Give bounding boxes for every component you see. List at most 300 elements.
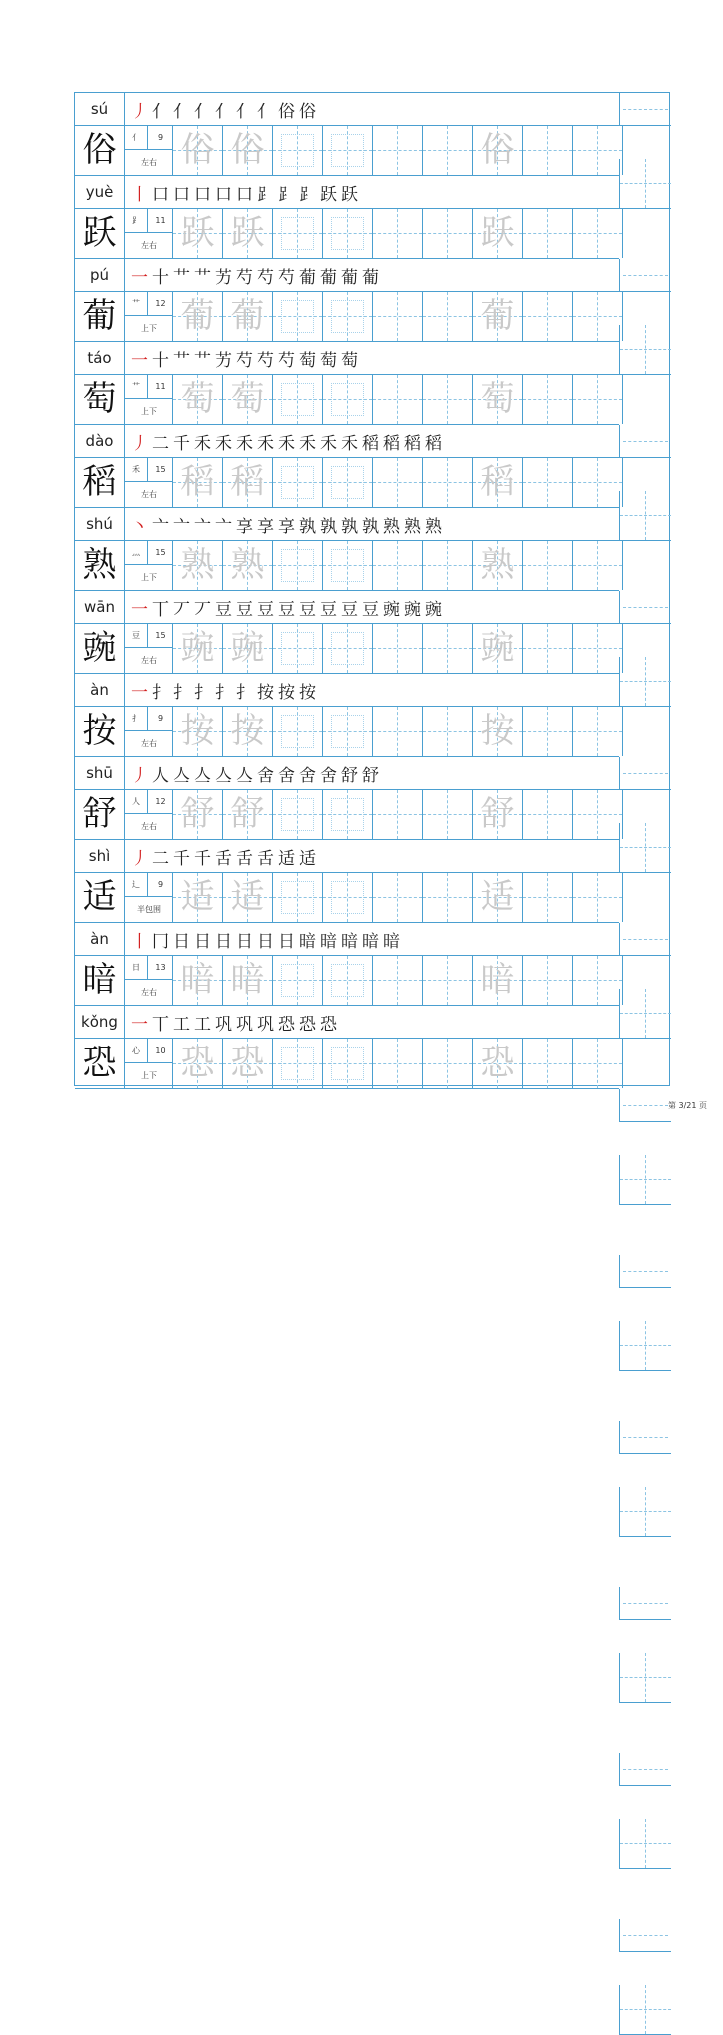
practice-cell[interactable] bbox=[273, 1039, 323, 1088]
radical: 人 bbox=[125, 790, 148, 814]
radical: 艹 bbox=[125, 375, 148, 399]
stroke-step: 芍 bbox=[257, 350, 274, 371]
practice-cell[interactable] bbox=[223, 292, 273, 341]
model-character: 按 bbox=[75, 707, 125, 756]
stroke-step: 口 bbox=[215, 184, 232, 205]
stroke-step: 丿 bbox=[131, 101, 148, 122]
practice-cell[interactable] bbox=[423, 873, 473, 922]
structure: 上下 bbox=[141, 324, 157, 333]
stroke-step: 豌 bbox=[383, 599, 400, 620]
stroke-order-row bbox=[75, 425, 619, 458]
stroke-step: 恐 bbox=[278, 1014, 295, 1035]
stroke-count: 15 bbox=[148, 541, 173, 565]
practice-cell[interactable] bbox=[523, 292, 573, 341]
practice-cell[interactable] bbox=[273, 375, 323, 424]
stroke-step: 葡 bbox=[299, 267, 316, 288]
practice-cell[interactable] bbox=[223, 1039, 273, 1088]
trace-character: 恐 bbox=[180, 1043, 215, 1083]
practice-cell[interactable] bbox=[173, 873, 223, 922]
stroke-step: 扌 bbox=[152, 682, 169, 703]
trace-character: 暗 bbox=[180, 960, 215, 1000]
stroke-step: 日 bbox=[215, 931, 232, 952]
practice-cell[interactable] bbox=[573, 126, 623, 175]
practice-cell[interactable] bbox=[323, 375, 373, 424]
practice-cell[interactable] bbox=[173, 790, 223, 839]
trace-character: 葡 bbox=[480, 296, 515, 336]
stroke-step: 按 bbox=[278, 682, 295, 703]
practice-cell[interactable] bbox=[573, 458, 623, 507]
stroke-step: 口 bbox=[173, 184, 190, 205]
model-character: 稻 bbox=[75, 458, 125, 507]
stroke-step: 一 bbox=[131, 350, 148, 371]
stroke-step: 享 bbox=[278, 516, 295, 537]
side-practice-box bbox=[619, 1985, 671, 2035]
stroke-step: 艹 bbox=[194, 267, 211, 288]
practice-cell[interactable] bbox=[473, 1039, 523, 1088]
stroke-step: 亠 bbox=[173, 516, 190, 537]
practice-cell[interactable] bbox=[173, 707, 223, 756]
stroke-step: 豆 bbox=[215, 599, 232, 620]
practice-cell[interactable] bbox=[173, 292, 223, 341]
stroke-step: 稻 bbox=[425, 433, 442, 454]
practice-cell[interactable] bbox=[473, 209, 523, 258]
character-info bbox=[125, 624, 173, 673]
radical: 禾 bbox=[125, 458, 148, 482]
practice-cell[interactable] bbox=[173, 956, 223, 1005]
stroke-step: 丆 bbox=[173, 599, 190, 620]
model-character: 豌 bbox=[75, 624, 125, 673]
character-info bbox=[125, 707, 173, 756]
practice-cell[interactable] bbox=[373, 375, 423, 424]
stroke-step: 葡 bbox=[320, 267, 337, 288]
model-character: 恐 bbox=[75, 1039, 125, 1088]
stroke-order-row bbox=[75, 1006, 619, 1039]
structure: 左右 bbox=[141, 988, 157, 997]
side-practice-box bbox=[619, 1321, 671, 1371]
stroke-step: 萄 bbox=[299, 350, 316, 371]
practice-cell[interactable] bbox=[423, 790, 473, 839]
side-practice-box bbox=[619, 1155, 671, 1205]
stroke-step: 十 bbox=[152, 350, 169, 371]
practice-cell[interactable] bbox=[223, 707, 273, 756]
character-row bbox=[75, 541, 619, 591]
practice-cell[interactable] bbox=[223, 873, 273, 922]
practice-cell[interactable] bbox=[523, 956, 573, 1005]
radical: 豆 bbox=[125, 624, 148, 648]
stroke-step: 丨 bbox=[131, 184, 148, 205]
practice-cell[interactable] bbox=[573, 209, 623, 258]
stroke-step: 巩 bbox=[215, 1014, 232, 1035]
practice-cell[interactable] bbox=[173, 1039, 223, 1088]
stroke-step: 舍 bbox=[299, 765, 316, 786]
stroke-step: 丿 bbox=[131, 848, 148, 869]
model-character: 熟 bbox=[75, 541, 125, 590]
trace-character: 按 bbox=[180, 711, 215, 751]
stroke-step: 孰 bbox=[320, 516, 337, 537]
practice-cell[interactable] bbox=[323, 624, 373, 673]
stroke-sequence bbox=[131, 591, 446, 623]
practice-cell[interactable] bbox=[223, 541, 273, 590]
stroke-step: 萄 bbox=[341, 350, 358, 371]
practice-cell[interactable] bbox=[323, 707, 373, 756]
practice-cell[interactable] bbox=[373, 126, 423, 175]
trace-character: 按 bbox=[230, 711, 265, 751]
stroke-step: 冂 bbox=[152, 931, 169, 952]
practice-cell[interactable] bbox=[323, 126, 373, 175]
practice-cell[interactable] bbox=[173, 126, 223, 175]
practice-sheet bbox=[74, 92, 670, 1086]
stroke-step: 亻 bbox=[257, 101, 274, 122]
stroke-sequence bbox=[131, 674, 320, 706]
stroke-count: 10 bbox=[148, 1039, 173, 1063]
practice-cell[interactable] bbox=[373, 458, 423, 507]
stroke-sequence bbox=[131, 93, 320, 125]
stroke-step: ⻊ bbox=[257, 184, 274, 205]
stroke-step: 扌 bbox=[236, 682, 253, 703]
stroke-step: 舍 bbox=[257, 765, 274, 786]
practice-cell[interactable] bbox=[273, 292, 323, 341]
practice-cell[interactable] bbox=[423, 541, 473, 590]
radical: 扌 bbox=[125, 707, 148, 731]
practice-cell[interactable] bbox=[273, 624, 323, 673]
practice-cell[interactable] bbox=[173, 209, 223, 258]
practice-cell[interactable] bbox=[323, 956, 373, 1005]
practice-cell[interactable] bbox=[373, 1039, 423, 1088]
stroke-step: 工 bbox=[173, 1014, 190, 1035]
practice-cell[interactable] bbox=[323, 458, 373, 507]
practice-cell[interactable] bbox=[323, 209, 373, 258]
side-practice-box bbox=[619, 823, 671, 873]
trace-character: 葡 bbox=[180, 296, 215, 336]
side-practice-box bbox=[619, 1919, 671, 1952]
side-practice-box bbox=[619, 1587, 671, 1620]
practice-cell[interactable] bbox=[423, 624, 473, 673]
trace-character: 舒 bbox=[230, 794, 265, 834]
stroke-step: 舒 bbox=[341, 765, 358, 786]
stroke-step: 口 bbox=[152, 184, 169, 205]
stroke-step: 孰 bbox=[362, 516, 379, 537]
stroke-order-row bbox=[75, 508, 619, 541]
practice-cell[interactable] bbox=[423, 707, 473, 756]
trace-character: 豌 bbox=[230, 628, 265, 668]
practice-cell[interactable] bbox=[523, 375, 573, 424]
stroke-step: ⻊ bbox=[299, 184, 316, 205]
trace-character: 俗 bbox=[480, 130, 515, 170]
stroke-step: 舌 bbox=[257, 848, 274, 869]
practice-cell[interactable] bbox=[523, 624, 573, 673]
practice-cell[interactable] bbox=[423, 126, 473, 175]
practice-cell[interactable] bbox=[373, 292, 423, 341]
stroke-step: 跃 bbox=[320, 184, 337, 205]
practice-cell[interactable] bbox=[173, 458, 223, 507]
practice-cell[interactable] bbox=[373, 707, 423, 756]
side-practice-box bbox=[619, 159, 671, 209]
character-info bbox=[125, 790, 173, 839]
practice-cell[interactable] bbox=[473, 126, 523, 175]
practice-cell[interactable] bbox=[373, 873, 423, 922]
practice-cell[interactable] bbox=[523, 458, 573, 507]
trace-character: 稻 bbox=[180, 462, 215, 502]
structure: 左右 bbox=[141, 241, 157, 250]
trace-character: 舒 bbox=[480, 794, 515, 834]
trace-character: 舒 bbox=[180, 794, 215, 834]
trace-character: 熟 bbox=[180, 545, 215, 585]
practice-cell[interactable] bbox=[373, 790, 423, 839]
trace-character: 恐 bbox=[230, 1043, 265, 1083]
side-practice-box bbox=[619, 1487, 671, 1537]
practice-cell[interactable] bbox=[573, 956, 623, 1005]
stroke-step: 孰 bbox=[299, 516, 316, 537]
side-practice-box bbox=[619, 93, 671, 126]
structure: 上下 bbox=[141, 1071, 157, 1080]
practice-cell[interactable] bbox=[423, 209, 473, 258]
pinyin-label: táo bbox=[75, 342, 125, 374]
radical: 辶 bbox=[125, 873, 148, 897]
stroke-step: 二 bbox=[152, 433, 169, 454]
practice-cell[interactable] bbox=[473, 375, 523, 424]
practice-cell[interactable] bbox=[173, 541, 223, 590]
practice-cell[interactable] bbox=[523, 541, 573, 590]
side-practice-box bbox=[619, 989, 671, 1039]
practice-cell[interactable] bbox=[373, 624, 423, 673]
stroke-step: 熟 bbox=[425, 516, 442, 537]
stroke-sequence bbox=[131, 259, 383, 291]
stroke-step: 禾 bbox=[236, 433, 253, 454]
character-row bbox=[75, 209, 619, 259]
stroke-step: 一 bbox=[131, 599, 148, 620]
practice-cell[interactable] bbox=[223, 790, 273, 839]
practice-cell[interactable] bbox=[523, 790, 573, 839]
practice-cell[interactable] bbox=[223, 624, 273, 673]
stroke-step: 日 bbox=[236, 931, 253, 952]
practice-cell[interactable] bbox=[173, 624, 223, 673]
practice-cell[interactable] bbox=[473, 624, 523, 673]
side-practice-box bbox=[619, 325, 671, 375]
practice-cell[interactable] bbox=[473, 873, 523, 922]
trace-character: 跃 bbox=[180, 213, 215, 253]
pinyin-label: dào bbox=[75, 425, 125, 457]
stroke-count: 12 bbox=[148, 790, 173, 814]
practice-cell[interactable] bbox=[223, 126, 273, 175]
stroke-step: 舍 bbox=[278, 765, 295, 786]
practice-cell[interactable] bbox=[523, 1039, 573, 1088]
practice-cell[interactable] bbox=[273, 873, 323, 922]
stroke-step: 一 bbox=[131, 682, 148, 703]
practice-cell[interactable] bbox=[573, 624, 623, 673]
stroke-step: 丆 bbox=[194, 599, 211, 620]
practice-cell[interactable] bbox=[173, 375, 223, 424]
practice-cell[interactable] bbox=[273, 126, 323, 175]
practice-cell[interactable] bbox=[573, 292, 623, 341]
side-practice-box bbox=[619, 923, 671, 956]
practice-cell[interactable] bbox=[573, 790, 623, 839]
pinyin-label: àn bbox=[75, 674, 125, 706]
stroke-step: 亼 bbox=[194, 765, 211, 786]
trace-character: 萄 bbox=[480, 379, 515, 419]
trace-character: 俗 bbox=[180, 130, 215, 170]
stroke-step: 艻 bbox=[215, 350, 232, 371]
page-number: 第 3/21 页 bbox=[667, 1101, 707, 1110]
practice-cell[interactable] bbox=[273, 707, 323, 756]
stroke-sequence bbox=[131, 757, 383, 789]
practice-cell[interactable] bbox=[523, 707, 573, 756]
stroke-order-row bbox=[75, 840, 619, 873]
practice-cell[interactable] bbox=[323, 873, 373, 922]
pinyin-label: shì bbox=[75, 840, 125, 872]
stroke-step: 俗 bbox=[299, 101, 316, 122]
side-practice-box bbox=[619, 1421, 671, 1454]
stroke-step: 芍 bbox=[257, 267, 274, 288]
stroke-step: 口 bbox=[194, 184, 211, 205]
character-info bbox=[125, 292, 173, 341]
practice-cell[interactable] bbox=[573, 873, 623, 922]
practice-cell[interactable] bbox=[323, 541, 373, 590]
character-info bbox=[125, 873, 173, 922]
stroke-step: 暗 bbox=[362, 931, 379, 952]
stroke-step: 千 bbox=[173, 848, 190, 869]
stroke-step: 巩 bbox=[236, 1014, 253, 1035]
practice-cell[interactable] bbox=[273, 790, 323, 839]
trace-character: 适 bbox=[180, 877, 215, 917]
side-practice-box bbox=[619, 657, 671, 707]
stroke-step: 一 bbox=[131, 267, 148, 288]
structure: 左右 bbox=[141, 739, 157, 748]
practice-cell[interactable] bbox=[523, 126, 573, 175]
stroke-step: 豌 bbox=[404, 599, 421, 620]
stroke-order-row bbox=[75, 591, 619, 624]
trace-character: 按 bbox=[480, 711, 515, 751]
stroke-order-row bbox=[75, 923, 619, 956]
stroke-step: 豆 bbox=[236, 599, 253, 620]
side-practice-box bbox=[619, 757, 671, 790]
practice-cell[interactable] bbox=[223, 209, 273, 258]
practice-cell[interactable] bbox=[523, 209, 573, 258]
stroke-step: 恐 bbox=[320, 1014, 337, 1035]
stroke-step: 暗 bbox=[299, 931, 316, 952]
pinyin-label: shū bbox=[75, 757, 125, 789]
stroke-step: 享 bbox=[236, 516, 253, 537]
stroke-step: 扌 bbox=[215, 682, 232, 703]
practice-cell[interactable] bbox=[323, 1039, 373, 1088]
radical: 日 bbox=[125, 956, 148, 980]
radical: ⻊ bbox=[125, 209, 148, 233]
practice-cell[interactable] bbox=[373, 541, 423, 590]
stroke-step: 扌 bbox=[173, 682, 190, 703]
practice-cell[interactable] bbox=[523, 873, 573, 922]
stroke-step: 丿 bbox=[131, 433, 148, 454]
stroke-step: 葡 bbox=[341, 267, 358, 288]
side-practice-box bbox=[619, 1819, 671, 1869]
practice-cell[interactable] bbox=[573, 707, 623, 756]
stroke-count: 9 bbox=[148, 873, 173, 897]
side-practice-box bbox=[619, 591, 671, 624]
stroke-step: 日 bbox=[173, 931, 190, 952]
practice-cell[interactable] bbox=[273, 541, 323, 590]
practice-cell[interactable] bbox=[273, 458, 323, 507]
stroke-step: 亻 bbox=[152, 101, 169, 122]
practice-cell[interactable] bbox=[473, 707, 523, 756]
pinyin-label: yuè bbox=[75, 176, 125, 208]
stroke-step: 暗 bbox=[320, 931, 337, 952]
stroke-step: 暗 bbox=[383, 931, 400, 952]
structure: 左右 bbox=[141, 822, 157, 831]
trace-character: 跃 bbox=[480, 213, 515, 253]
stroke-step: 按 bbox=[299, 682, 316, 703]
practice-cell[interactable] bbox=[373, 209, 423, 258]
practice-cell[interactable] bbox=[473, 541, 523, 590]
practice-cell[interactable] bbox=[423, 458, 473, 507]
stroke-step: 豆 bbox=[362, 599, 379, 620]
trace-character: 适 bbox=[480, 877, 515, 917]
practice-cell[interactable] bbox=[423, 956, 473, 1005]
trace-character: 稻 bbox=[230, 462, 265, 502]
stroke-step: 舌 bbox=[215, 848, 232, 869]
practice-cell[interactable] bbox=[573, 1039, 623, 1088]
practice-cell[interactable] bbox=[573, 541, 623, 590]
stroke-step: 禾 bbox=[278, 433, 295, 454]
practice-cell[interactable] bbox=[223, 375, 273, 424]
practice-cell[interactable] bbox=[223, 458, 273, 507]
stroke-step: 舌 bbox=[236, 848, 253, 869]
model-character: 舒 bbox=[75, 790, 125, 839]
stroke-step: 按 bbox=[257, 682, 274, 703]
stroke-step: 芍 bbox=[278, 267, 295, 288]
stroke-step: 熟 bbox=[383, 516, 400, 537]
practice-cell[interactable] bbox=[273, 956, 323, 1005]
trace-character: 葡 bbox=[230, 296, 265, 336]
practice-cell[interactable] bbox=[573, 375, 623, 424]
side-practice-box bbox=[619, 259, 671, 292]
model-character: 萄 bbox=[75, 375, 125, 424]
practice-cell[interactable] bbox=[423, 292, 473, 341]
practice-cell[interactable] bbox=[273, 209, 323, 258]
practice-cell[interactable] bbox=[223, 956, 273, 1005]
trace-character: 熟 bbox=[480, 545, 515, 585]
stroke-order-row bbox=[75, 176, 619, 209]
practice-cell[interactable] bbox=[423, 1039, 473, 1088]
stroke-step: 萄 bbox=[320, 350, 337, 371]
structure: 上下 bbox=[141, 573, 157, 582]
practice-cell[interactable] bbox=[373, 956, 423, 1005]
stroke-sequence bbox=[131, 425, 446, 457]
side-practice-box bbox=[619, 491, 671, 541]
side-practice-box bbox=[619, 1255, 671, 1288]
stroke-step: 亼 bbox=[173, 765, 190, 786]
stroke-step: 恐 bbox=[299, 1014, 316, 1035]
practice-cell[interactable] bbox=[323, 292, 373, 341]
stroke-step: 丶 bbox=[131, 516, 148, 537]
trace-character: 暗 bbox=[230, 960, 265, 1000]
practice-cell[interactable] bbox=[473, 292, 523, 341]
stroke-count: 9 bbox=[148, 126, 173, 150]
stroke-step: 日 bbox=[278, 931, 295, 952]
stroke-step: 亠 bbox=[194, 516, 211, 537]
stroke-step: 舍 bbox=[320, 765, 337, 786]
practice-cell[interactable] bbox=[473, 790, 523, 839]
practice-cell[interactable] bbox=[423, 375, 473, 424]
stroke-step: 日 bbox=[194, 931, 211, 952]
character-row bbox=[75, 292, 619, 342]
stroke-order-row bbox=[75, 259, 619, 292]
pinyin-label: wān bbox=[75, 591, 125, 623]
stroke-order-row bbox=[75, 93, 619, 126]
practice-cell[interactable] bbox=[473, 458, 523, 507]
stroke-order-row bbox=[75, 342, 619, 375]
practice-cell[interactable] bbox=[473, 956, 523, 1005]
stroke-step: 孰 bbox=[341, 516, 358, 537]
stroke-count: 12 bbox=[148, 292, 173, 316]
practice-cell[interactable] bbox=[323, 790, 373, 839]
